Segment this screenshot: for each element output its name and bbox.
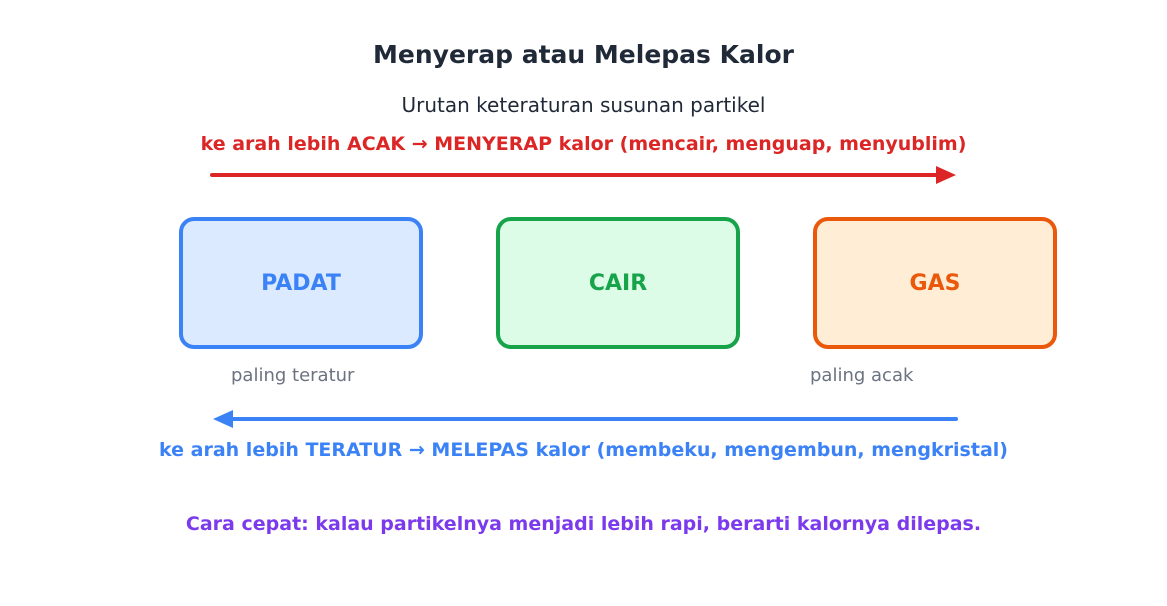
state-label-gas: GAS <box>909 270 961 296</box>
release-arrow <box>213 410 956 428</box>
state-box-gas <box>813 217 1057 349</box>
absorb-arrow-head <box>936 166 956 184</box>
state-label-solid: PADAT <box>261 270 341 296</box>
absorb-arrow <box>212 166 956 184</box>
release-arrow-head <box>213 410 233 428</box>
absorb-heat-label: ke arah lebih ACAK → MENYERAP kalor (mencair, menguap, menyublim) <box>200 133 967 155</box>
state-box-solid <box>179 217 423 349</box>
state-box-liquid <box>496 217 740 349</box>
quick-tip: Cara cepat: kalau partikelnya menjadi lebih rapi, berarti kalornya dilepas. <box>185 513 982 535</box>
caption-gas: paling acak <box>810 365 914 386</box>
diagram-title: Menyerap atau Melepas Kalor <box>373 40 794 69</box>
diagram-subtitle: Urutan keteraturan susunan partikel <box>401 93 766 117</box>
caption-solid: paling teratur <box>231 365 355 386</box>
release-heat-label: ke arah lebih TERATUR → MELEPAS kalor (membeku, mengembun, mengkristal) <box>159 439 1008 461</box>
state-label-liquid: CAIR <box>588 270 648 296</box>
